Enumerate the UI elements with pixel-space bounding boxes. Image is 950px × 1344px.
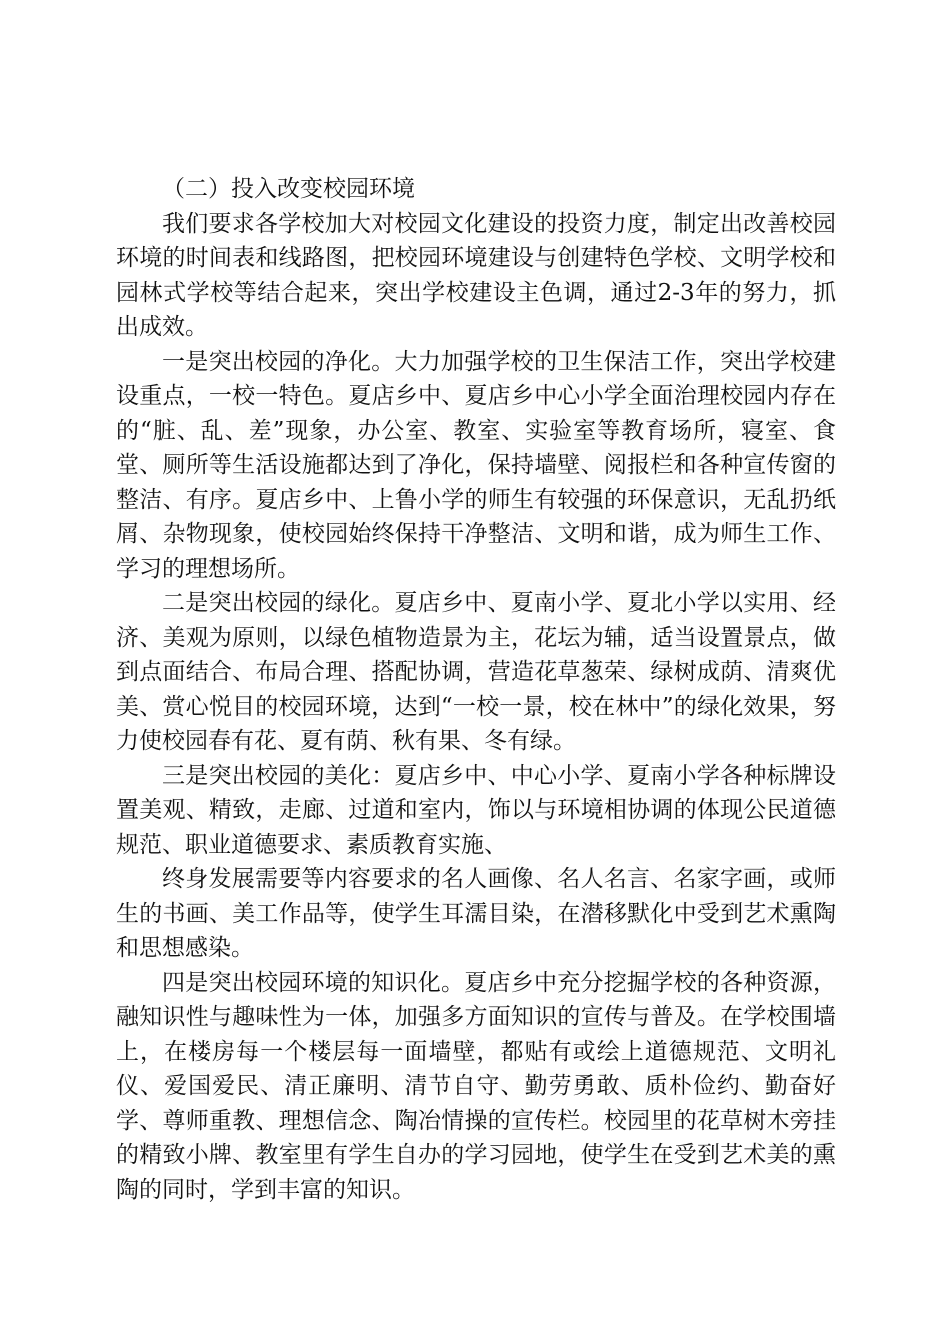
paragraph-greening: 二是突出校园的绿化。夏店乡中、夏南小学、夏北小学以实用、经济、美观为原则，以绿色植物造景为主，花坛为辅，适当设置景点，做到点面结合、布局合理、搭配协调，营造花草葱荣、绿树成荫、清爽优美、赏心悦目的校园环境，达到“一校一景，校在林中”的绿化效果，努力使校园春有花、夏有荫、秋有果、冬有绿。 xyxy=(116,590,836,754)
paragraph-investment: 我们要求各学校加大对校园文化建设的投资力度，制定出改善校园环境的时间表和线路图，把校园环境建设与创建特色学校、文明学校和园林式学校等结合起来，突出学校建设主色调，通过2-3年的努力，抓出成效。 xyxy=(116,210,836,340)
paragraph-beautification: 三是突出校园的美化：夏店乡中、中心小学、夏南小学各种标牌设置美观、精致，走廊、过道和室内，饰以与环境相协调的体现公民道德规范、职业道德要求、素质教育实施、 xyxy=(116,762,836,858)
document-body xyxy=(116,172,836,1207)
paragraph-purification: 一是突出校园的净化。大力加强学校的卫生保洁工作，突出学校建设重点，一校一特色。夏店乡中、夏店乡中心小学全面治理校园内存在的“脏、乱、差”现象，办公室、教室、实验室等教育场所，寝室、食堂、厕所等生活设施都达到了净化，保持墙壁、阅报栏和各种宣传窗的整洁、有序。夏店乡中、上鲁小学的师生有较强的环保意识，无乱扔纸屑、杂物现象，使校园始终保持干净整洁、文明和谐，成为师生工作、学习的理想场所。 xyxy=(116,348,836,582)
paragraph-beautification-continued: 终身发展需要等内容要求的名人画像、名人名言、名家字画，或师生的书画、美工作品等，使学生耳濡目染，在潜移默化中受到艺术熏陶和思想感染。 xyxy=(116,866,836,961)
paragraph-knowledge: 四是突出校园环境的知识化。夏店乡中充分挖掘学校的各种资源，融知识性与趣味性为一体，加强多方面知识的宣传与普及。在学校围墙上，在楼房每一个楼层每一面墙壁，都贴有或绘上道德规范、文明礼仪、爱国爱民、清正廉明、清节自守、勤劳勇敢、质朴俭约、勤奋好学、尊师重教、理想信念、陶冶情操的宣传栏。校园里的花草树木旁挂的精致小牌、教室里有学生自办的学习园地，使学生在受到艺术美的熏陶的同时，学到丰富的知识。 xyxy=(116,969,836,1203)
section-heading: （二）投入改变校园环境 xyxy=(162,176,415,202)
